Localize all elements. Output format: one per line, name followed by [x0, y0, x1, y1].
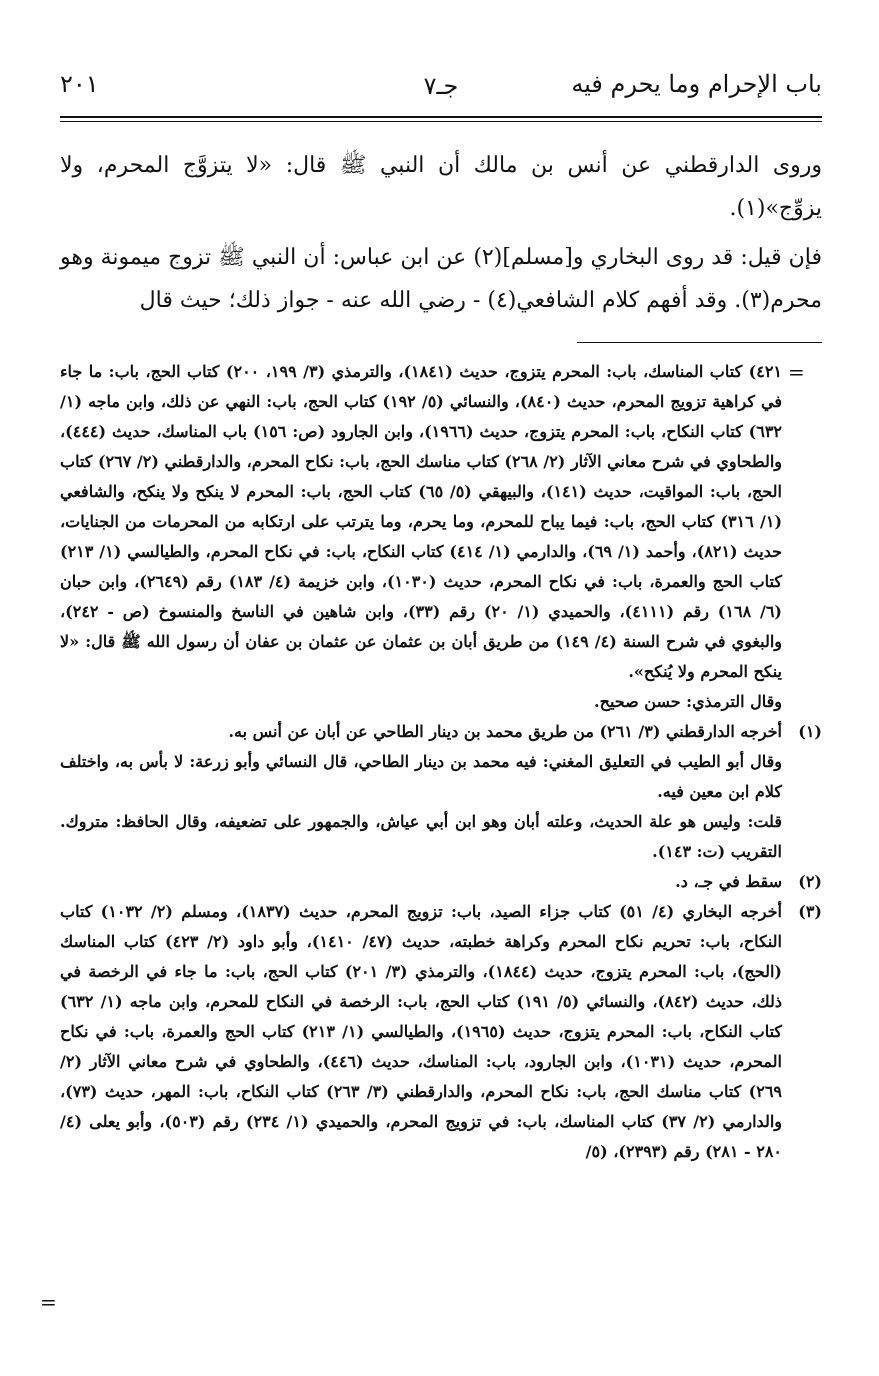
- header-rule: [60, 116, 822, 118]
- footnote-item-line: [60, 747, 822, 807]
- footnote-remark: [60, 687, 822, 717]
- footnote-text: قلت: وليس هو علة الحديث، وعلته أبان وهو ابن أبي عياش، والجمهور على تضعيفه، وقال الحافظ: متروك. التقريب (ت: ١٤٣).: [60, 812, 782, 861]
- footnote-text: أخرجه الدارقطني (٣/ ٢٦١) من طريق محمد بن دينار الطاحي عن أبان عن أنس به.: [228, 722, 782, 741]
- footnote-number: (٣): [798, 902, 822, 921]
- footnote-item: [60, 717, 822, 747]
- page-number: ٢٠١: [60, 70, 99, 98]
- footnote-number: (٢): [798, 872, 822, 891]
- book-page: [60, 70, 822, 1167]
- next-page-mark: =: [40, 1290, 57, 1314]
- footnote-text: وقال أبو الطيب في التعليق المغني: فيه محمد بن دينار الطاحي، قال النسائي وأبو زرعة: لا بأس به، واختلف كلام ابن معين فيه.: [60, 752, 782, 801]
- footnote-text: ٤٢١) كتاب المناسك، باب: المحرم يتزوج، حديث (١٨٤١)، والترمذي (٣/ ١٩٩، ٢٠٠) كتاب الحج، باب: ما جاء في كراهية تزويج المحرم، حديث (٨٤٠)، والنسائي (٥/ ١٩٢) كتاب الحج، باب: النهي عن ذلك، وابن ماجه (١/ ٦٣٢) كتاب النكاح، باب: المحرم يتزوج، حديث (١٩٦٦)، وابن الجارود (ص: ١٥٦) باب المناسك، حديث (٤٤٤)، والطحاوي في شرح معاني الآثار (٢/ ٢٦٨) كتاب مناسك الحج، باب: نكاح المحرم، والدارقطني (٢/ ٢٦٧) كتاب الحج، باب: المواقيت، حديث (١٤١)، والبيهقي (٥/ ٦٥) كتاب الحج، باب: المحرم لا ينكح ولا ينكح، والشافعي (١/ ٣١٦) كتاب الحج، باب: فيما يباح للمحرم، وما يحرم، وما يترتب على ارتكابه من المحرمات من الجنايات، حديث (٨٢١)، وأحمد (١/ ٦٩)، والدارمي (١/ ٤١٤) كتاب النكاح، باب: في نكاح المحرم، والطيالسي (١/ ٢١٣) كتاب الحج والعمرة، باب: في نكاح المحرم، حديث (١٠٣٠)، وابن خزيمة (٤/ ١٨٣) رقم (٢٦٤٩)، وابن حبان (٦/ ١٦٨) رقم (٤١١١)، والحميدي (١/ ٢٠) رقم (٣٣)، وابن شاهين في الناسخ والمنسوخ (ص - ٢٤٢)، والبغوي في شرح السنة (٤/ ١٤٩) من طريق أبان بن عثمان عن عثمان بن عفان أن رسول الله ﷺ قال: «لا ينكح المحرم ولا يُنكح».: [60, 362, 783, 681]
- running-header: [60, 70, 822, 114]
- volume-label: جـ٧: [423, 72, 459, 100]
- header-rule-thin: [60, 121, 822, 122]
- paragraph: فإن قيل: قد روى البخاري و[مسلم](٢) عن ابن عباس: أن النبي ﷺ تزوج ميمونة وهو محرم(٣). وقد أفهم كلام الشافعي(٤) - رضي الله عنه - جواز ذلك؛ حيث قال: [60, 245, 822, 313]
- footnote-text: وقال الترمذي: حسن صحيح.: [594, 692, 782, 711]
- footnote-separator: [577, 342, 822, 343]
- footnote-item: [60, 897, 822, 1167]
- paragraph: وروى الدارقطني عن أنس بن مالك أن النبي ﷺ قال: «لا يتزوَّج المحرم، ولا يزوِّج»(١).: [60, 153, 822, 221]
- footnote-text: سقط في جـ، د.: [675, 872, 782, 891]
- continuation-mark: =: [788, 360, 805, 384]
- main-text: [60, 144, 822, 322]
- footnote-number: (١): [798, 722, 822, 741]
- chapter-title: باب الإحرام وما يحرم فيه: [571, 70, 822, 98]
- footnotes: [60, 357, 822, 1167]
- footnote-continuation: [60, 357, 822, 687]
- footnote-text: أخرجه البخاري (٤/ ٥١) كتاب جزاء الصيد، باب: تزويج المحرم، حديث (١٨٣٧)، ومسلم (٢/ ١٠٣٢) كتاب النكاح، باب: تحريم نكاح المحرم وكراهة خطبته، حديث (٤٧/ ١٤١٠)، وأبو داود (٢/ ٤٢٣) كتاب المناسك (الحج)، باب: المحرم يتزوج، حديث (١٨٤٤)، والترمذي (٣/ ٢٠١) كتاب الحج، باب: ما جاء في الرخصة في ذلك، حديث (٨٤٢)، والنسائي (٥/ ١٩١) كتاب الحج، باب: الرخصة في النكاح للمحرم، وابن ماجه (١/ ٦٣٢) كتاب النكاح، باب: المحرم يتزوج، حديث (١٩٦٥)، والطيالسي (١/ ٢١٣) كتاب الحج والعمرة، باب: في نكاح المحرم، حديث (١٠٣١)، وابن الجارود، باب: المناسك، حديث (٤٤٦)، والطحاوي في شرح معاني الآثار (٢/ ٢٦٩) كتاب مناسك الحج، باب: نكاح المحرم، والدارقطني (٣/ ٢٦٣) كتاب النكاح، باب: المهر، حديث (٧٣)، والدارمي (٢/ ٣٧) كتاب المناسك، باب: في تزويج المحرم، والحميدي (١/ ٢٣٤) رقم (٥٠٣)، وأبو يعلى (٤/ ٢٨٠ - ٢٨١) رقم (٢٣٩٣)، (٥/: [60, 902, 783, 1161]
- footnote-item-line: [60, 807, 822, 867]
- footnote-item: [60, 867, 822, 897]
